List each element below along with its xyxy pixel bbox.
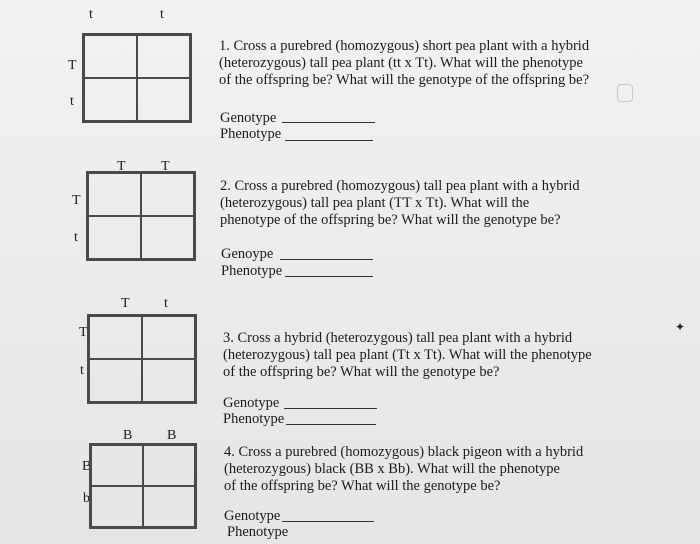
punnett-grid [86,171,196,261]
punnett-cell[interactable] [91,486,143,527]
side-label: t [74,230,78,245]
top-label: B [123,428,133,443]
punnett-cell[interactable] [137,78,190,121]
punnett-cell[interactable] [141,173,194,216]
top-label: T [121,296,130,311]
punnett-cell[interactable] [89,359,142,402]
phenotype-answer-line[interactable] [286,424,376,425]
punnett-cell[interactable] [91,445,143,486]
phenotype-label: Phenotype [227,524,289,540]
genotype-answer-line[interactable] [282,122,375,123]
genotype-answer-line[interactable] [282,521,374,522]
punnett-grid [87,314,197,404]
top-label: t [160,7,164,22]
top-label: t [164,296,168,311]
stray-mark [617,84,633,102]
side-label: T [68,58,77,73]
side-label: B [82,459,92,474]
phenotype-answer-line[interactable] [285,276,373,277]
punnett-cell[interactable] [88,173,141,216]
punnett-grid [89,443,197,529]
side-label: b [83,491,90,506]
punnett-grid [82,33,192,123]
punnett-cell[interactable] [143,445,195,486]
question-text: 2. Cross a purebred (homozygous) tall pea plant with a hybrid (heterozygous) tall pea plant (TT x Tt). What will the phenotype of the offspring be? What will the genotype be? [220,178,580,228]
punnett-cell[interactable] [89,316,142,359]
top-label: B [167,428,177,443]
punnett-cell[interactable] [84,35,137,78]
side-label: t [80,363,84,378]
punnett-cell[interactable] [141,216,194,259]
punnett-cell[interactable] [84,78,137,121]
top-label: T [161,159,170,174]
genotype-answer-line[interactable] [284,408,377,409]
punnett-cell[interactable] [142,316,195,359]
question-text: 3. Cross a hybrid (heterozygous) tall pea plant with a hybrid (heterozygous) tall pea plant (Tt x Tt). What will the phenotype of the offspring be? What will the genotype be? [223,330,592,380]
genotype-answer-line[interactable] [280,259,373,260]
phenotype-answer-line[interactable] [285,140,373,141]
punnett-cell[interactable] [143,486,195,527]
top-label: t [89,7,93,22]
punnett-cell[interactable] [88,216,141,259]
top-label: T [117,159,126,174]
question-text: 4. Cross a purebred (homozygous) black pigeon with a hybrid (heterozygous) black (BB x Bb). What will the phenotype of the offspring be? What will the genotype be? [224,444,584,494]
side-label: T [79,325,88,340]
phenotype-label: Phenotype [223,411,285,427]
punnett-cell[interactable] [137,35,190,78]
genotype-label: Genotype [220,110,277,126]
genotype-label: Genotype [224,508,281,524]
phenotype-label: Phenotype [220,126,282,142]
question-text: 1. Cross a purebred (homozygous) short pea plant with a hybrid (heterozygous) tall pea plant (tt x Tt). What will the phenotype of the offspring be? What will the genotype of the offspring be? [219,38,590,88]
punnett-cell[interactable] [142,359,195,402]
side-label: T [72,193,81,208]
side-label: t [70,94,74,109]
genotype-label: Genoype [221,246,274,262]
phenotype-label: Phenotype [221,263,283,279]
cursor-star-icon: ✦ [675,320,686,334]
genotype-label: Genotype [223,395,280,411]
